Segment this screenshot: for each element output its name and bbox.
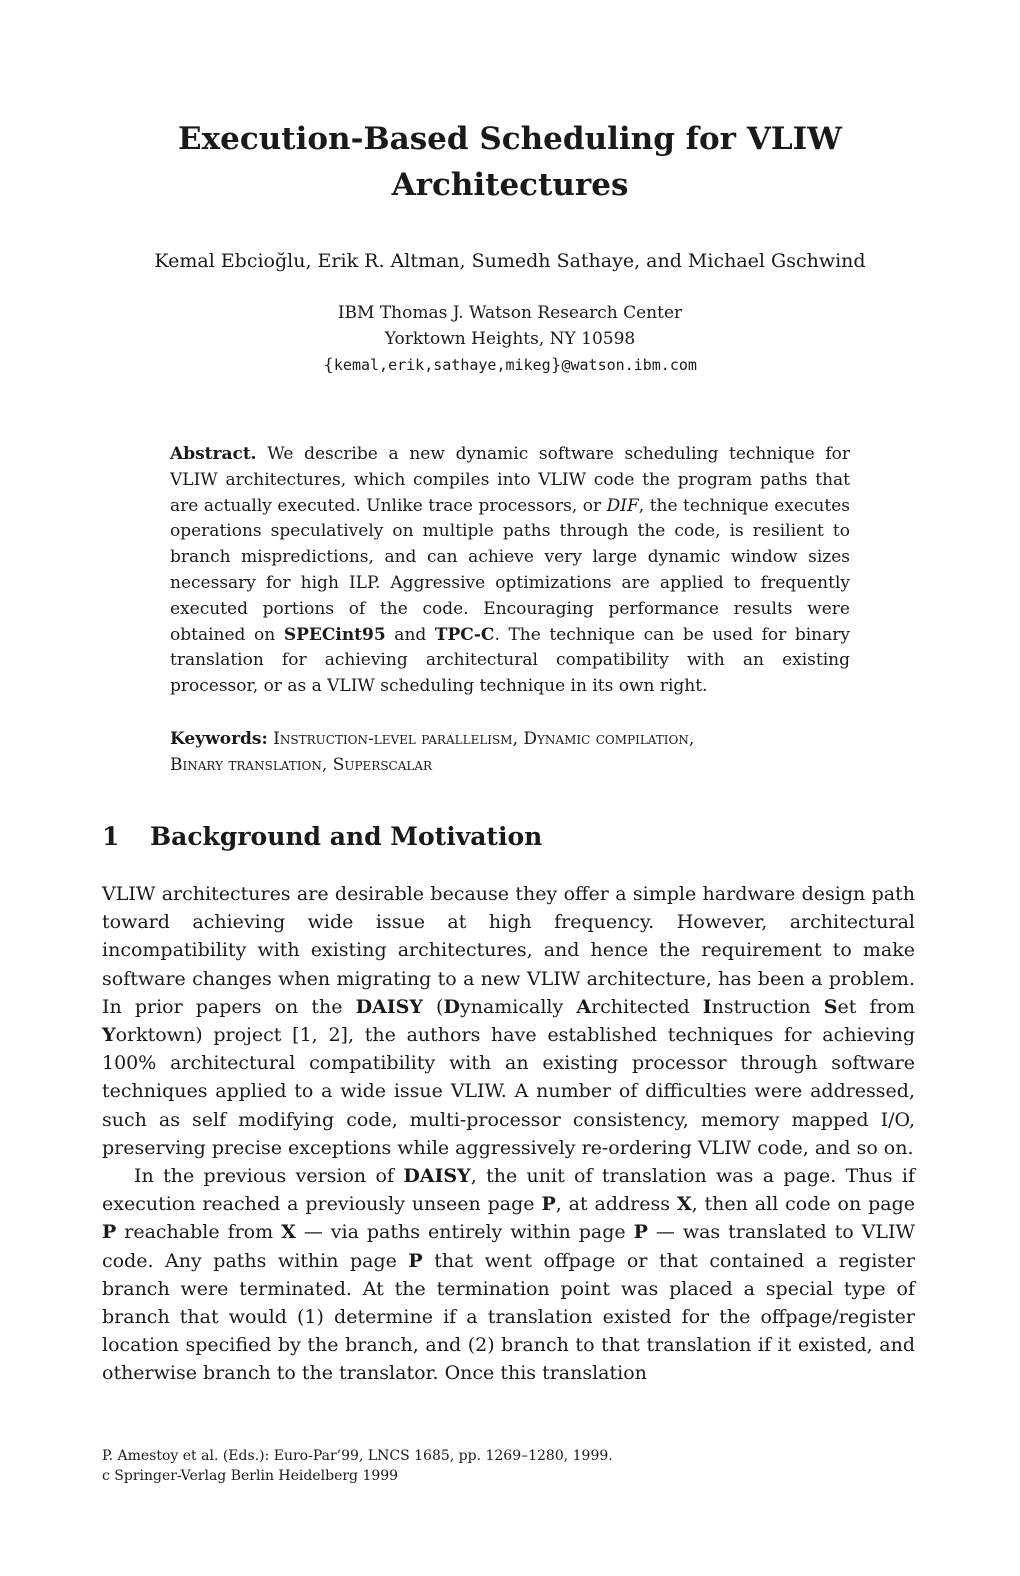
abstract-specint: SPECint95 (283, 624, 386, 645)
abstract-text-3: . The technique can be used for binary translation for achieving architectural compatibility with an existing processor, or as a VLIW scheduling technique in its own right. (170, 624, 850, 697)
p1-daisy: DAISY (355, 995, 423, 1018)
section-heading (102, 822, 542, 851)
p1-acronym-word-3: nstruction (711, 995, 824, 1018)
author-list: Kemal Ebcioğlu, Erik R. Altman, Sumedh Sathaye, and Michael Gschwind (154, 250, 866, 272)
p1-acronym-word-2: rchitected (591, 995, 703, 1018)
p2-page-p-3: P (633, 1221, 648, 1244)
title-line-1: Execution-Based Scheduling for VLIW (178, 121, 842, 157)
p1-acronym-y: Y (102, 1024, 116, 1047)
keyword-1: Instruction-level parallelism (273, 729, 513, 749)
p1-acronym-word-4: et from (837, 995, 916, 1018)
abstract-dif: DIF (606, 495, 639, 516)
section-number: 1 (102, 822, 120, 851)
affiliation-line-2: Yorktown Heights, NY 10598 (384, 329, 636, 349)
p1-text-a: VLIW architectures are desirable because they offer a simple hardware design path toward achieving wide issue at high frequency. However, architectural incompatibility with existing architectures, and hence the requirement to make software changes when migrating to a new VLIW architecture, has been a problem. In prior papers on the (102, 883, 915, 1018)
section-title: Background and Motivation (150, 822, 543, 851)
keyword-3: Binary translation (170, 754, 322, 775)
p2-address-x-1: X (676, 1193, 692, 1216)
p2-text-d: , then all code on page (691, 1193, 915, 1216)
copyright-footer (102, 1446, 613, 1486)
keywords: Keywords: Instruction-level parallelism, Dynamic compilation, Binary translation, Superscalar (170, 729, 695, 775)
p2-page-p-2: P (102, 1221, 117, 1244)
p1-text-c: ) project [1, 2], the authors have established techniques for achieving 100% architectural compatibility with an existing processor through software techniques applied to a wide issue VLIW. A number of difficulties were addressed, such as self modifying code, multi-processor consistency, memory mapped I/O, preserving precise exceptions while aggressively re-ordering VLIW code, and so on. (102, 1024, 915, 1159)
section-body (102, 880, 915, 1388)
abstract (170, 442, 850, 700)
p1-acronym-s: S (823, 995, 838, 1018)
footer-copyright: c Springer-Verlag Berlin Heidelberg 1999 (102, 1468, 399, 1484)
p1-acronym-word-1: ynamically (459, 995, 577, 1018)
p1-acronym-i: I (702, 995, 712, 1018)
email-brace-open: { (323, 355, 334, 375)
keyword-2: Dynamic compilation (523, 729, 689, 749)
p2-text-a: In the previous version of (134, 1165, 404, 1188)
p1-acronym-word-5: orktown (115, 1024, 196, 1047)
p2-address-x-2: X (281, 1221, 296, 1244)
abstract-and: and (385, 624, 435, 645)
email-users: kemal,erik,sathaye,mikeg (333, 356, 551, 374)
abstract-text-2: , the technique executes operations speculatively on multiple paths through the code, is resilient to branch mispredictions, and can achieve very large dynamic window sizes necessary for high ILP. Aggressive optimizations are applied to frequently executed portions of the code. Encouraging performance results were obtained on (170, 495, 850, 645)
p2-page-p-1: P (541, 1193, 556, 1216)
abstract-text-1: We describe a new dynamic software scheduling technique for VLIW architectures, which compiles into VLIW code the program paths that are actually executed. Unlike trace processors, or (170, 444, 850, 516)
p2-text-c: , at address (555, 1193, 677, 1216)
p2-page-p-4: P (408, 1249, 423, 1272)
p2-text-g: — was translated to VLIW code. Any paths within page (102, 1221, 915, 1272)
p1-text-b: ( (422, 995, 444, 1018)
p2-daisy: DAISY (403, 1165, 471, 1188)
p1-acronym-d: D (443, 995, 460, 1018)
email-domain: @watson.ibm.com (561, 356, 697, 374)
footer-citation: P. Amestoy et al. (Eds.): Euro-Par’99, LNCS 1685, pp. 1269–1280, 1999. (102, 1448, 613, 1464)
keyword-4: Superscalar (332, 754, 433, 775)
paragraph-1 (102, 880, 915, 1162)
p1-acronym-a: A (576, 995, 592, 1018)
p2-text-b: , the unit of translation was a page. Thus if execution reached a previously unseen page (102, 1165, 915, 1216)
affiliation-line-1: IBM Thomas J. Watson Research Center (337, 303, 683, 323)
affiliation-block (100, 300, 920, 378)
email-brace-close: } (550, 355, 562, 375)
title-line-2: Architectures (391, 167, 629, 203)
p2-text-h: that went offpage or that contained a register branch were terminated. At the termination point was placed a special type of branch that would (1) determine if a translation existed for the offpage/register location specified by the branch, and (2) branch to that translation if it existed, and otherwise branch to the translator. Once this translation (102, 1249, 915, 1385)
paragraph-2 (102, 1162, 915, 1388)
keywords-label: Keywords: (170, 729, 268, 749)
author-emails (100, 352, 920, 378)
p2-text-f: — via paths entirely within page (295, 1221, 634, 1244)
abstract-tpcc: TPC-C (434, 624, 495, 645)
abstract-label: Abstract. (170, 444, 257, 464)
p2-text-e: reachable from (116, 1221, 282, 1244)
paper-title (100, 116, 920, 208)
